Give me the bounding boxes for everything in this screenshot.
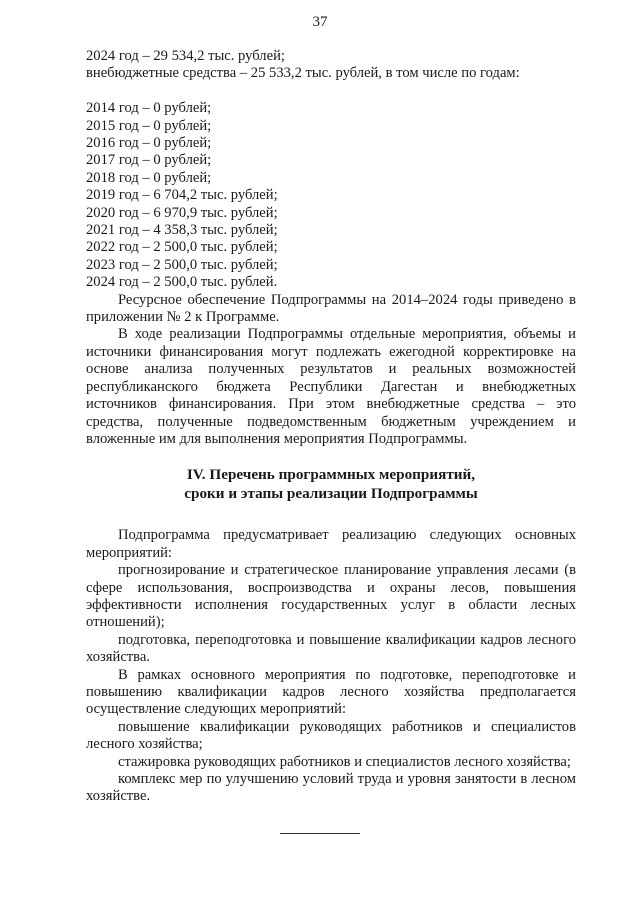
section-heading-line-1: IV. Перечень программных мероприятий,: [186, 466, 476, 484]
funding-2024-line: 2024 год – 29 534,2 тыс. рублей;: [86, 48, 285, 64]
section-heading: [86, 465, 576, 503]
offbudget-funding-line: внебюджетные средства – 25 533,2 тыс. рублей, в том числе по годам:: [86, 65, 520, 82]
activity-working-conditions-paragraph: комплекс мер по улучшению условий труда и уровня занятости в лесном хозяйстве.: [86, 771, 576, 805]
year-item: 2014 год – 0 рублей;: [86, 100, 212, 117]
page-content: [86, 48, 576, 806]
end-separator-line: [280, 833, 360, 834]
implementation-adjustment-paragraph: В ходе реализации Подпрограммы отдельные мероприятия, объемы и источники финансирования могут подлежать ежегодной корректировке на основе анализа полученных результатов и реальных возможностей республиканского бюджета Республики Дагестан и внебюджетных источников финансирования. При этом внебюджетные средства – это средства, полученные подведомственным бюджетным учреждением и вложенные им для выполнения мероприятия Подпрограммы.: [86, 326, 576, 447]
year-item: 2022 год – 2 500,0 тыс. рублей;: [86, 239, 278, 256]
year-item: 2017 год – 0 рублей;: [86, 152, 212, 169]
year-item: 2023 год – 2 500,0 тыс. рублей;: [86, 256, 278, 273]
training-activities-intro-paragraph: В рамках основного мероприятия по подготовке, переподготовке и повышению квалификации кадров лесного хозяйства предполагается осуществление следующих мероприятий:: [86, 666, 576, 718]
measure-training-paragraph: подготовка, переподготовка и повышение квалификации кадров лесного хозяйства.: [86, 631, 576, 666]
measures-intro-paragraph: Подпрограмма предусматривает реализацию следующих основных мероприятий:: [86, 527, 576, 561]
blank-line: [86, 83, 576, 100]
year-item: 2024 год – 2 500,0 тыс. рублей.: [86, 274, 278, 291]
year-item: 2016 год – 0 рублей;: [86, 135, 212, 152]
resource-provision-paragraph: Ресурсное обеспечение Подпрограммы на 2014–2024 годы приведено в приложении № 2 к Программе.: [86, 291, 576, 326]
funding-by-year-list: [86, 100, 576, 291]
year-item: 2019 год – 6 704,2 тыс. рублей;: [86, 187, 278, 204]
year-item: 2018 год – 0 рублей;: [86, 169, 212, 186]
year-item: 2021 год – 4 358,3 тыс. рублей;: [86, 222, 278, 239]
page-number: 37: [312, 14, 328, 30]
year-item: 2015 год – 0 рублей;: [86, 117, 212, 134]
activity-internship-paragraph: стажировка руководящих работников и специалистов лесного хозяйства;: [118, 753, 571, 770]
measure-forecasting-paragraph: прогнозирование и стратегическое планирование управления лесами (в сфере использования, воспроизводства и охраны лесов, повышения эффективности исполнения государственных услуг в области лесных отношений);: [86, 562, 576, 631]
section-heading-line-2: сроки и этапы реализации Подпрограммы: [184, 485, 478, 503]
activity-qualification-paragraph: повышение квалификации руководящих работников и специалистов лесного хозяйства;: [86, 718, 576, 753]
year-item: 2020 год – 6 970,9 тыс. рублей;: [86, 204, 278, 221]
